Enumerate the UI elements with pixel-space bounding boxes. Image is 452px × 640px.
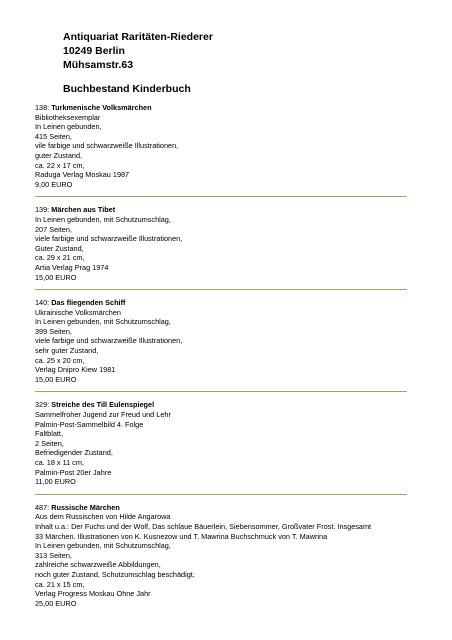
shop-name: Antiquariat Raritäten-Riederer bbox=[63, 31, 213, 43]
entry-title-line bbox=[35, 205, 407, 215]
entry-detail-line: ca. 21 x 15 cm, bbox=[35, 579, 85, 589]
entry-detail-line: viele farbige und schwarzweiße Illustrationen, bbox=[35, 234, 183, 244]
entry-detail-line: zahlreiche schwarzweiße Abbildungen, bbox=[35, 560, 161, 570]
book-entry bbox=[35, 103, 407, 189]
entry-detail-line: 2 Seiten, bbox=[35, 438, 64, 448]
entry-title: Märchen aus Tibet bbox=[51, 205, 116, 215]
entry-title-line bbox=[35, 298, 407, 308]
entry-detail-line: Bibliotheksexemplar bbox=[35, 112, 101, 122]
entry-detail-line: 399 Seiten, bbox=[35, 326, 72, 336]
entry-separator bbox=[35, 196, 407, 197]
entry-detail-line: ca. 18 x 11 cm, bbox=[35, 458, 84, 467]
entry-number: 138: bbox=[35, 103, 50, 112]
entry-separator bbox=[35, 494, 407, 495]
book-entry bbox=[35, 503, 407, 609]
entry-detail-line: Befriedigender Zustand, bbox=[35, 448, 113, 458]
entry-detail-line: Raduga Verlag Moskau 1987 bbox=[35, 170, 130, 180]
entry-detail-line: 15,00 EURO bbox=[35, 272, 77, 282]
entry-detail-line: In Leinen gebunden, mit Schutzumschlag, bbox=[35, 214, 171, 224]
shop-postal: 10249 Berlin bbox=[63, 45, 125, 57]
book-entry bbox=[35, 205, 407, 282]
entry-detail-line: 11,00 EURO bbox=[35, 477, 76, 487]
entry-title-line bbox=[35, 103, 407, 113]
entry-detail-line: Aus dem Russischen von Hilde Angarowa bbox=[35, 512, 171, 522]
entry-title: Das fliegenden Schiff bbox=[51, 298, 126, 308]
entry-title: Streiche des Till Eulenspiegel bbox=[51, 400, 155, 410]
entry-detail-line: In Leinen gebunden, bbox=[35, 122, 102, 132]
entry-detail-line: Faltblatt, bbox=[35, 429, 63, 439]
entry-number: 487: bbox=[35, 502, 50, 512]
entry-detail-line: 313 Seiten, bbox=[35, 550, 72, 560]
section-title: Buchbestand Kinderbuch bbox=[63, 83, 191, 95]
entry-detail-line: In Leinen gebunden, mit Schutzumschlag, bbox=[35, 317, 171, 327]
entry-detail-line: 207 Seiten, bbox=[35, 224, 72, 234]
entry-detail-line: Ukrainische Volksmärchen bbox=[35, 307, 121, 317]
entry-detail-line: 15,00 EURO bbox=[35, 374, 77, 384]
entry-detail-line: Sammelfroher Jugend zur Freud und Lehr bbox=[35, 410, 171, 420]
entry-title: Turkmenische Volksmärchen bbox=[51, 103, 152, 112]
entry-detail-line: Palmin-Post-Sammelbild 4. Folge bbox=[35, 419, 144, 429]
entry-detail-line: ca. 25 x 20 cm, bbox=[35, 355, 85, 365]
entry-detail-line: viele farbige und schwarzweiße Illustrationen, bbox=[35, 336, 183, 346]
entry-detail-line: 33 Märchen. Illustrationen von K. Kusnezow und T. Mawrina Buchschmuck von T. Mawrina bbox=[35, 531, 328, 541]
entry-detail-line: Guter Zustand, bbox=[35, 243, 84, 253]
entry-detail-line: Artia Verlag Prag 1974 bbox=[35, 262, 109, 272]
book-entry bbox=[35, 298, 407, 384]
entry-detail-line: Palmin-Post 20er Jahre bbox=[35, 467, 112, 477]
entry-detail-line: vile farbige und schwarzweiße Illustrationen, bbox=[35, 141, 179, 151]
entry-detail-line: Verlag Dnipro Kiew 1981 bbox=[35, 365, 116, 375]
shop-header bbox=[63, 30, 383, 72]
entry-detail-line: ca. 22 x 17 cm, bbox=[35, 160, 85, 170]
entry-detail-line: In Leinen gebunden, mit Schutzumschlag, bbox=[35, 541, 171, 551]
entry-separator bbox=[35, 289, 407, 290]
entry-detail-line: ca. 29 x 21 cm, bbox=[35, 253, 85, 263]
book-entry bbox=[35, 400, 407, 486]
book-listing bbox=[35, 103, 407, 608]
entry-number: 329: bbox=[35, 400, 50, 410]
shop-street: Mühsamstr.63 bbox=[63, 59, 134, 71]
entry-title: Russische Märchen bbox=[51, 502, 120, 512]
entry-detail-line: 9,00 EURO bbox=[35, 179, 73, 189]
entry-detail-line: sehr guter Zustand, bbox=[35, 346, 99, 356]
entry-detail-line: Verlag Progress Moskau Ohne Jahr bbox=[35, 589, 151, 599]
entry-number: 140: bbox=[35, 298, 50, 308]
entry-title-line bbox=[35, 400, 407, 410]
entry-detail-line: 415 Seiten, bbox=[35, 131, 72, 141]
entry-detail-line: Inhalt u.a.: Der Fuchs und der Wolf, Das schlaue Bäuerlein, Siebensommer, Großvater Frost. Insgesamt bbox=[35, 521, 372, 531]
entry-title-line bbox=[35, 503, 407, 513]
entry-detail-line: guter Zustand, bbox=[35, 150, 83, 160]
entry-detail-line: noch guter Zustand, Schutzumschlag beschädigt, bbox=[35, 569, 195, 579]
entry-number: 139: bbox=[35, 205, 50, 215]
entry-detail-line: 25,00 EURO bbox=[35, 598, 77, 608]
entry-separator bbox=[35, 391, 407, 392]
